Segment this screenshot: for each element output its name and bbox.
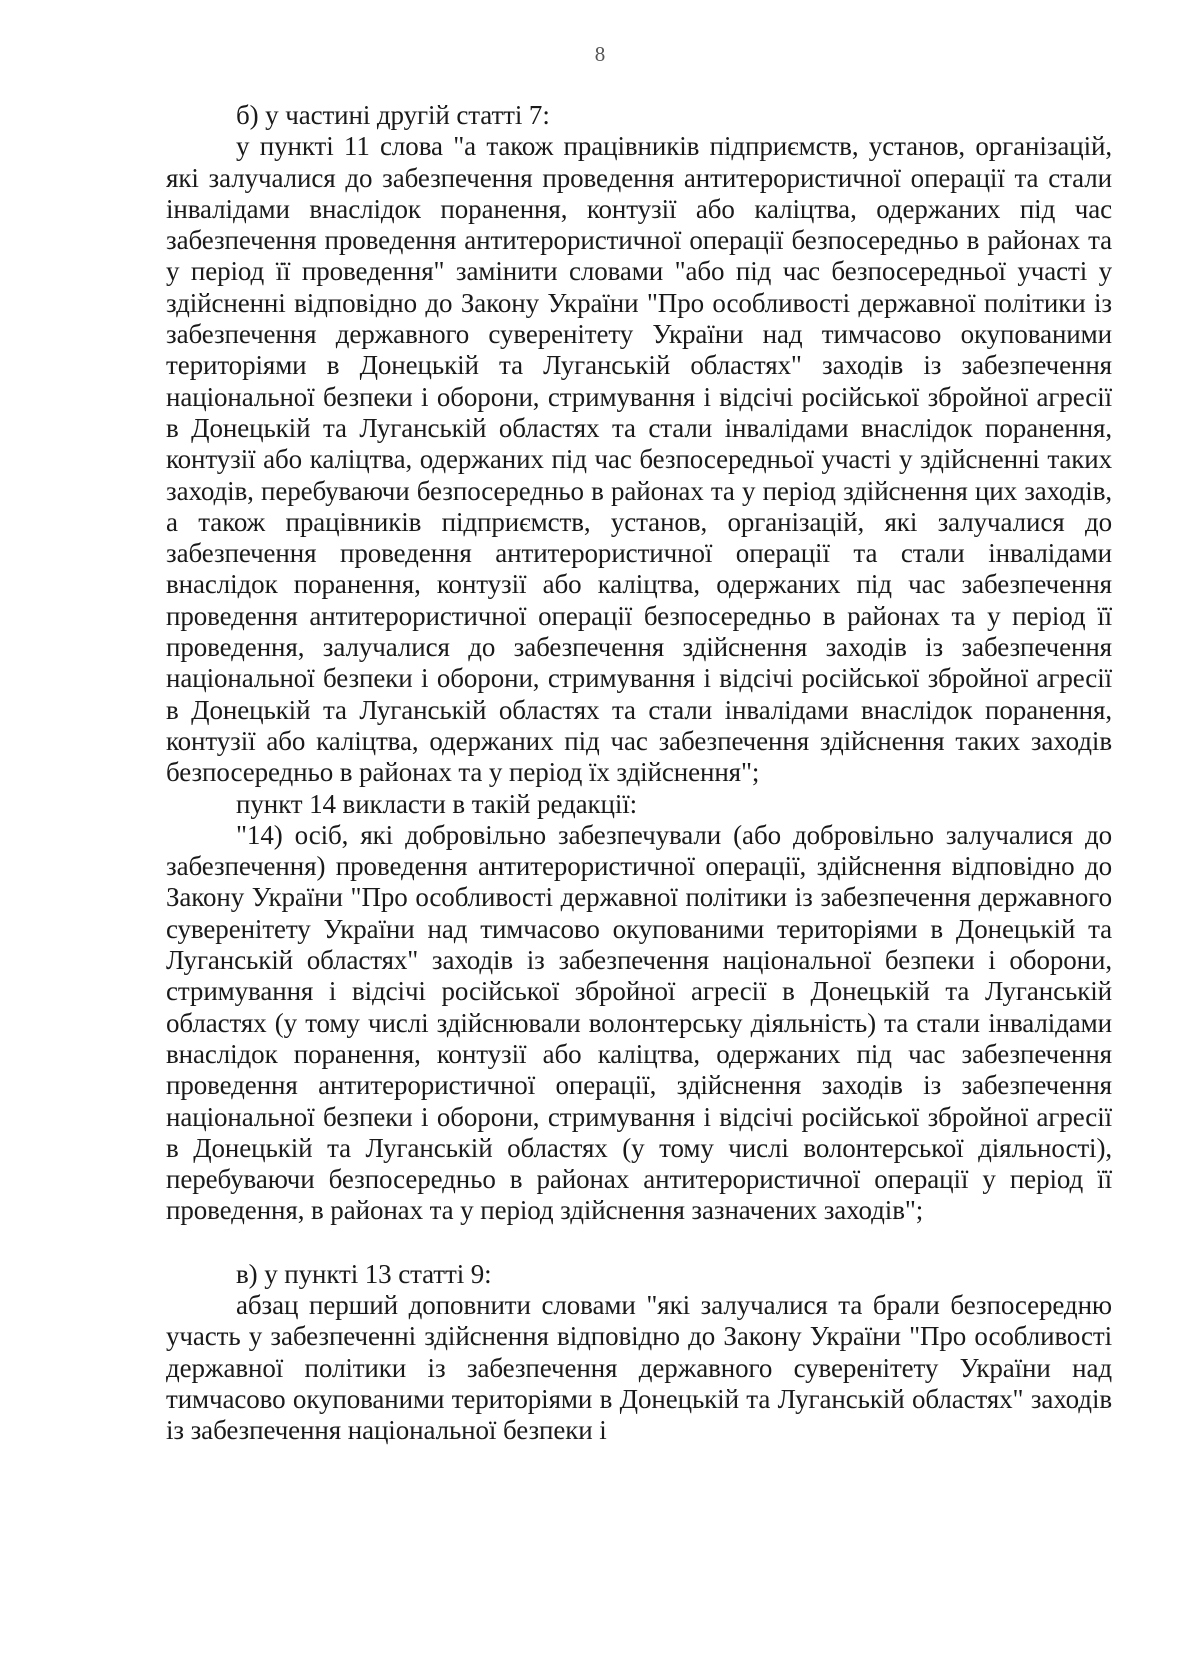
page-number: 8 <box>594 42 606 66</box>
paragraph-item-11-amendment: у пункті 11 слова "а також працівників підприємств, установ, організацій, які залучалися до забезпечення проведення антитерористичної операції та стали інвалідами внаслідок поранення, контузії або каліцтва, одержаних під час забезпечення проведення антитерористичної операції безпосередньо в районах та у період її проведення" замінити словами "або під час безпосередньої участі у здійсненні відповідно до Закону України "Про особливості державної політики із забезпечення державного суверенітету України над тимчасово окупованими територіями в Донецькій та Луганській областях" заходів із забезпечення національної безпеки і оборони, стримування і відсічі російської збройної агресії в Донецькій та Луганській областях та стали інвалідами внаслідок поранення, контузії або каліцтва, одержаних під час безпосередньої участі у здійсненні таких заходів, перебуваючи безпосередньо в районах та у період здійснення цих заходів, а також працівників підприємств, установ, організацій, які залучалися до забезпечення проведення антитерористичної операції та стали інвалідами внаслідок поранення, контузії або каліцтва, одержаних під час забезпечення проведення антитерористичної операції безпосередньо в районах та у період її проведення, залучалися до забезпечення здійснення заходів із забезпечення національної безпеки і оборони, стримування і відсічі російської збройної агресії в Донецькій та Луганській областях та стали інвалідами внаслідок поранення, контузії або каліцтва, одержаних під час забезпечення здійснення таких заходів безпосередньо в районах та у період їх здійснення"; <box>166 131 1112 788</box>
paragraph-subsection-v: в) у пункті 13 статті 9: <box>236 1258 492 1289</box>
paragraph-subsection-b: б) у частині другій статті 7: <box>236 100 550 130</box>
paragraph-item-14-text: "14) осіб, які добровільно забезпечували (або добровільно залучалися до забезпечення) проведення антитерористичної операції, здійснення відповідно до Закону України "Про особливості державної політики із забезпечення державного суверенітету України над тимчасово окупованими територіями в Донецькій та Луганській областях" заходів із забезпечення національної безпеки і оборони, стримування і відсічі російської збройної агресії в Донецькій та Луганській областях (у тому числі здійснювали волонтерську діяльність) та стали інвалідами внаслідок поранення, контузії або каліцтва, одержаних під час забезпечення проведення антитерористичної операції, здійснення заходів із забезпечення національної безпеки і оборони, стримування і відсічі російської збройної агресії в Донецькій та Луганській областях (у тому числі волонтерської діяльності), перебуваючи безпосередньо в районах антитерористичної операції у період її проведення, в районах та у період здійснення зазначених заходів"; <box>166 819 1112 1226</box>
paragraph-gap <box>166 1227 1112 1259</box>
paragraph-item-13-amendment: абзац перший доповнити словами "які залучалися та брали безпосередню участь у забезпеченні здійснення відповідно до Закону України "Про особливості державної політики із забезпечення державного суверенітету України над тимчасово окупованими територіями в Донецькій та Луганській областях" заходів із забезпечення національної безпеки і <box>166 1289 1112 1446</box>
document-body <box>166 100 1112 1446</box>
paragraph-item-14-intro: пункт 14 викласти в такій редакції: <box>236 788 638 819</box>
